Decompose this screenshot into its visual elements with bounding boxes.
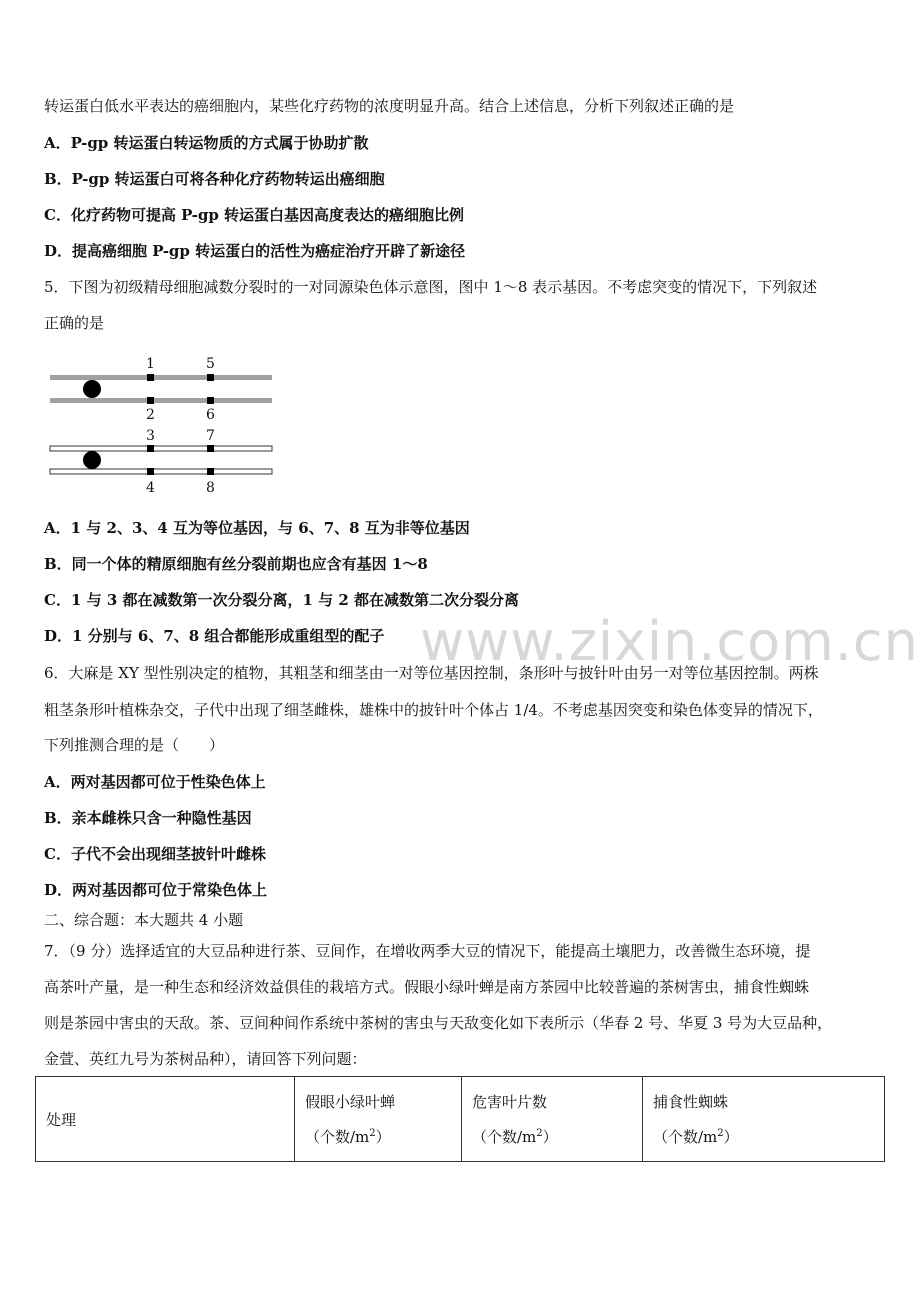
- centromere-lower: [83, 451, 101, 469]
- gene-label-6: 6: [206, 407, 215, 423]
- question-5-stem-cont: 正确的是: [44, 314, 105, 332]
- table-header-cell: [462, 1077, 643, 1162]
- centromere-upper: [83, 380, 101, 398]
- question-6-stem-cont: 粗茎条形叶植株杂交，子代中出现了细茎雌株，雄株中的披针叶个体占 1/4。不考虑基因突变和染色体变异的情况下，: [44, 701, 823, 719]
- chromatid-2: [50, 398, 272, 403]
- header-label: 假眼小绿叶蝉: [305, 1093, 396, 1111]
- question-6-stem-cont: 下列推测合理的是（ ）: [44, 736, 225, 754]
- gene-mark: [207, 374, 214, 381]
- chromatid-3: [50, 446, 272, 451]
- gene-label-2: 2: [146, 407, 155, 423]
- gene-label-5: 5: [206, 356, 215, 372]
- watermark: www.zixin.com.cn: [420, 610, 919, 673]
- data-table: [35, 1076, 885, 1162]
- gene-mark: [147, 374, 154, 381]
- table-header-cell: [643, 1077, 885, 1162]
- option-d: D．两对基因都可位于常染色体上: [44, 881, 268, 899]
- gene-mark: [207, 468, 214, 475]
- option-d: D．1 分别与 6、7、8 组合都能形成重组型的配子: [44, 627, 385, 645]
- unit-exp: 2: [536, 1128, 543, 1139]
- table-header-cell: [36, 1077, 295, 1162]
- question-7-stem-cont: 高茶叶产量，是一种生态和经济效益俱佳的栽培方式。假眼小绿叶蝉是南方茶园中比较普遍的茶树害虫，捕食性蜘蛛: [44, 978, 810, 996]
- chromatid-4: [50, 469, 272, 474]
- option-b: B．P-gp 转运蛋白可将各种化疗药物转运出癌细胞: [44, 170, 385, 188]
- unit-text: （个数/m: [653, 1128, 718, 1146]
- header-label: 捕食性蜘蛛: [653, 1093, 729, 1111]
- question-7-stem: 7．（9 分）选择适宜的大豆品种进行茶、豆间作，在增收两季大豆的情况下，能提高土壤肥力，改善微生态环境，提: [44, 942, 811, 960]
- header-label: 危害叶片数: [472, 1093, 548, 1111]
- gene-mark: [147, 397, 154, 404]
- unit-exp: 2: [369, 1128, 376, 1139]
- option-a: A．两对基因都可位于性染色体上: [44, 773, 266, 791]
- chromosome-figure: [40, 350, 290, 500]
- option-d: D．提高癌细胞 P-gp 转运蛋白的活性为癌症治疗开辟了新途径: [44, 242, 466, 260]
- option-b: B．亲本雌株只含一种隐性基因: [44, 809, 252, 827]
- option-c: C．化疗药物可提高 P-gp 转运蛋白基因高度表达的癌细胞比例: [44, 206, 465, 224]
- gene-label-3: 3: [146, 428, 155, 444]
- unit-text: ）: [375, 1128, 391, 1146]
- text-line: 转运蛋白低水平表达的癌细胞内，某些化疗药物的浓度明显升高。结合上述信息，分析下列叙述正确的是: [44, 97, 735, 115]
- gene-label-1: 1: [146, 356, 155, 372]
- gene-label-8: 8: [206, 480, 215, 496]
- option-a: A．1 与 2、3、4 互为等位基因，与 6、7、8 互为非等位基因: [44, 519, 470, 537]
- gene-mark: [207, 397, 214, 404]
- unit-text: （个数/m: [305, 1128, 370, 1146]
- question-6-stem: 6．大麻是 XY 型性别决定的植物，其粗茎和细茎由一对等位基因控制，条形叶与披针叶由另一对等位基因控制。两株: [44, 664, 819, 682]
- question-5-stem: 5．下图为初级精母细胞减数分裂时的一对同源染色体示意图，图中 1～8 表示基因。不考虑突变的情况下，下列叙述: [44, 278, 818, 296]
- table-header-cell: [295, 1077, 462, 1162]
- gene-mark: [147, 445, 154, 452]
- gene-label-4: 4: [146, 480, 155, 496]
- question-7-stem-cont: 则是茶园中害虫的天敌。茶、豆间种间作系统中茶树的害虫与天敌变化如下表所示（华春 2 号、华夏 3 号为大豆品种，: [44, 1014, 833, 1032]
- unit-text: （个数/m: [472, 1128, 537, 1146]
- gene-label-7: 7: [206, 428, 215, 444]
- question-7-stem-cont: 金萱、英红九号为茶树品种），请回答下列问题：: [44, 1050, 367, 1068]
- option-c: C．子代不会出现细茎披针叶雌株: [44, 845, 266, 863]
- gene-mark: [207, 445, 214, 452]
- table-header-row: [36, 1077, 885, 1162]
- unit-label: [305, 1126, 451, 1147]
- unit-text: ）: [542, 1128, 558, 1146]
- option-a: A．P-gp 转运蛋白转运物质的方式属于协助扩散: [44, 134, 369, 152]
- header-label: 处理: [46, 1110, 77, 1129]
- option-c: C．1 与 3 都在减数第一次分裂分离，1 与 2 都在减数第二次分裂分离: [44, 591, 520, 609]
- gene-mark: [147, 468, 154, 475]
- unit-label: [653, 1126, 874, 1147]
- unit-exp: 2: [717, 1128, 724, 1139]
- section-heading: 二、综合题：本大题共 4 小题: [44, 911, 244, 929]
- unit-text: ）: [723, 1128, 739, 1146]
- unit-label: [472, 1126, 632, 1147]
- option-b: B．同一个体的精原细胞有丝分裂前期也应含有基因 1～8: [44, 555, 428, 573]
- chromatid-1: [50, 375, 272, 380]
